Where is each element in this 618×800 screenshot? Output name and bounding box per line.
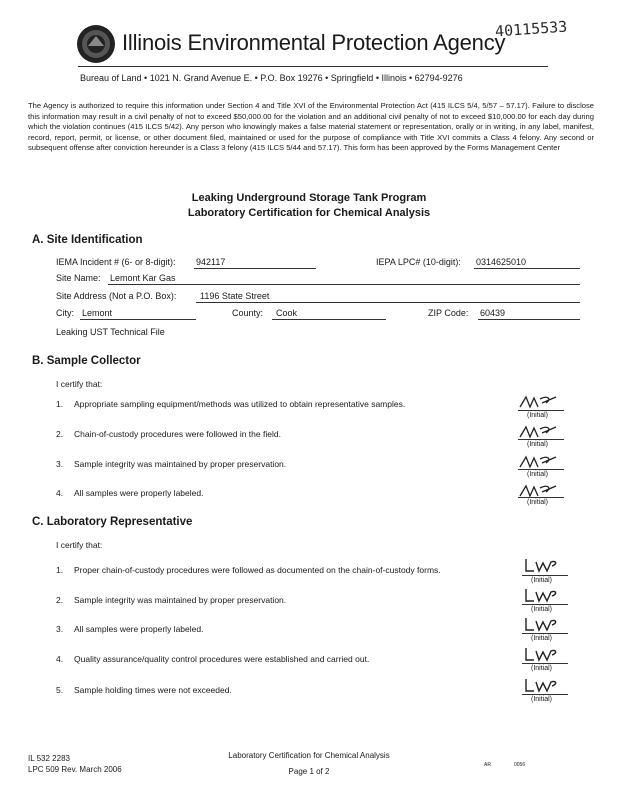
collector-initial-4-label: (Initial) — [527, 499, 549, 506]
lab-item-2-text: Sample integrity was maintained by proper preservation. — [74, 595, 287, 605]
site-name-field[interactable] — [110, 273, 176, 283]
county-value: Cook — [276, 308, 298, 318]
lab-initial-1-line — [522, 575, 568, 576]
lab-initial-4-line — [522, 663, 568, 664]
iema-field[interactable] — [196, 257, 316, 267]
lab-item-2-num: 2. — [56, 595, 64, 605]
collector-initial-3-line — [518, 469, 564, 470]
county-label: County: — [232, 308, 264, 318]
collector-initial-3-label: (Initial) — [527, 471, 549, 478]
collector-item-2-num: 2. — [56, 429, 64, 439]
collector-item-3-text: Sample integrity was maintained by proper preservation. — [74, 459, 287, 469]
zip-value: 60439 — [480, 308, 506, 318]
zip-underline — [478, 319, 580, 320]
technical-file-label: Leaking UST Technical File — [56, 327, 165, 337]
lab-initial-1-label: (Initial) — [531, 577, 553, 584]
signature-icon — [518, 393, 558, 411]
iema-label: IEMA Incident # (6- or 8-digit): — [56, 257, 176, 267]
footer-title: Laboratory Certification for Chemical Analysis — [228, 751, 390, 760]
footer-form-id: IL 532 2283 — [28, 754, 70, 763]
city-label: City: — [56, 308, 74, 318]
iepa-underline — [474, 268, 580, 269]
county-field[interactable] — [276, 308, 297, 318]
lab-item-5-num: 5. — [56, 685, 64, 695]
iepa-value: 0314625010 — [476, 257, 527, 267]
lab-initial-3-line — [522, 633, 568, 634]
lab-initial-4-label: (Initial) — [531, 665, 553, 672]
lab-item-4-text: Quality assurance/quality control procedures were established and carried out. — [74, 654, 370, 664]
signature-icon — [522, 586, 562, 604]
lab-item-4-num: 4. — [56, 654, 64, 664]
lab-item-5-text: Sample holding times were not exceeded. — [74, 685, 232, 695]
site-address-field[interactable] — [200, 291, 269, 301]
zip-label: ZIP Code: — [428, 308, 469, 318]
collector-initial-4-line — [518, 497, 564, 498]
footer-page-number: Page 1 of 2 — [288, 767, 330, 776]
signature-icon — [522, 615, 562, 633]
header-divider — [78, 66, 548, 67]
lab-item-3-num: 3. — [56, 624, 64, 634]
collector-initial-1-line — [518, 410, 564, 411]
section-a-heading: A. Site Identification — [32, 234, 143, 246]
site-name-label: Site Name: — [56, 273, 101, 283]
site-address-label: Site Address (Not a P.O. Box): — [56, 291, 177, 301]
signature-icon — [522, 645, 562, 663]
collector-initial-2-line — [518, 439, 564, 440]
collector-item-4-num: 4. — [56, 488, 64, 498]
agency-seal-icon — [76, 24, 116, 64]
form-title: Laboratory Certification for Chemical Analysis — [187, 207, 431, 219]
signature-icon — [522, 556, 562, 574]
lab-item-1-num: 1. — [56, 565, 64, 575]
iepa-label: IEPA LPC# (10-digit): — [376, 257, 461, 267]
lab-item-1-text: Proper chain-of-custody procedures were followed as documented on the chain-of-custody forms. — [74, 565, 441, 575]
lab-certify-text: I certify that: — [56, 540, 103, 550]
signature-icon — [522, 676, 562, 694]
city-field[interactable] — [82, 308, 112, 318]
footer-ar-mark: AR — [484, 762, 491, 768]
site-name-value: Lemont Kar Gas — [110, 273, 176, 283]
program-title: Leaking Underground Storage Tank Program — [191, 192, 427, 204]
section-c-heading: C. Laboratory Representative — [32, 516, 193, 528]
lab-item-3-text: All samples were properly labeled. — [74, 624, 204, 634]
footer-ar-number: 0056 — [514, 762, 526, 768]
zip-field[interactable] — [480, 308, 505, 318]
lab-initial-2-label: (Initial) — [531, 606, 553, 613]
lab-initial-5-label: (Initial) — [531, 696, 553, 703]
iema-underline — [194, 268, 316, 269]
lab-initial-2-line — [522, 604, 568, 605]
collector-initial-1-label: (Initial) — [527, 412, 549, 419]
document-stamp: 40115533 — [494, 17, 568, 41]
collector-initial-2-label: (Initial) — [527, 441, 549, 448]
agency-name: Illinois Environmental Protection Agency — [122, 30, 506, 55]
collector-item-4-text: All samples were properly labeled. — [74, 488, 204, 498]
lab-initial-3-label: (Initial) — [531, 635, 553, 642]
site-address-underline — [196, 302, 580, 303]
legal-notice: The Agency is authorized to require this information under Section 4 and Title XVI of the Environmental Protection Act (415 ILCS 5/4, 5/57 – 57.17). Failure to disclose this information may result in a civil penalty of not to exceed $50,000.00 for the violation and an additional civil penalty of not to exceed $10,000.00 for each day during which the violation continues (415 ILCS 5/42). Any person who knowingly makes a false material statement or representation, orally or in writing, in any label, manifest, record, report, permit, or license, or other document filed, maintained or used for the purpose of compliance with Title XVI commits a Class 4 felony. Any second or subsequent offense after conviction hereunder is a Class 3 felony (415 ILCS 5/44 and 57.17). This form has been approved by the Forms Management Center — [28, 101, 594, 153]
iema-value: 942117 — [196, 257, 226, 267]
collector-item-1-text: Appropriate sampling equipment/methods was utilized to obtain representative samples. — [74, 399, 406, 409]
bureau-address: Bureau of Land • 1021 N. Grand Avenue E. • P.O. Box 19276 • Springfield • Illinois • 62794-9276 — [80, 73, 463, 83]
footer-revision: LPC 509 Rev. March 2006 — [28, 765, 122, 774]
lab-initial-5-line — [522, 694, 568, 695]
city-value: Lemont — [82, 308, 113, 318]
section-b-heading: B. Sample Collector — [32, 355, 141, 367]
iepa-field[interactable] — [476, 257, 526, 267]
county-underline — [272, 319, 386, 320]
collector-item-2-text: Chain-of-custody procedures were followed in the field. — [74, 429, 281, 439]
collector-item-1-num: 1. — [56, 399, 64, 409]
city-underline — [80, 319, 196, 320]
collector-item-3-num: 3. — [56, 459, 64, 469]
site-name-underline — [108, 284, 580, 285]
site-address-value: 1196 State Street — [200, 291, 270, 301]
collector-certify-text: I certify that: — [56, 379, 103, 389]
